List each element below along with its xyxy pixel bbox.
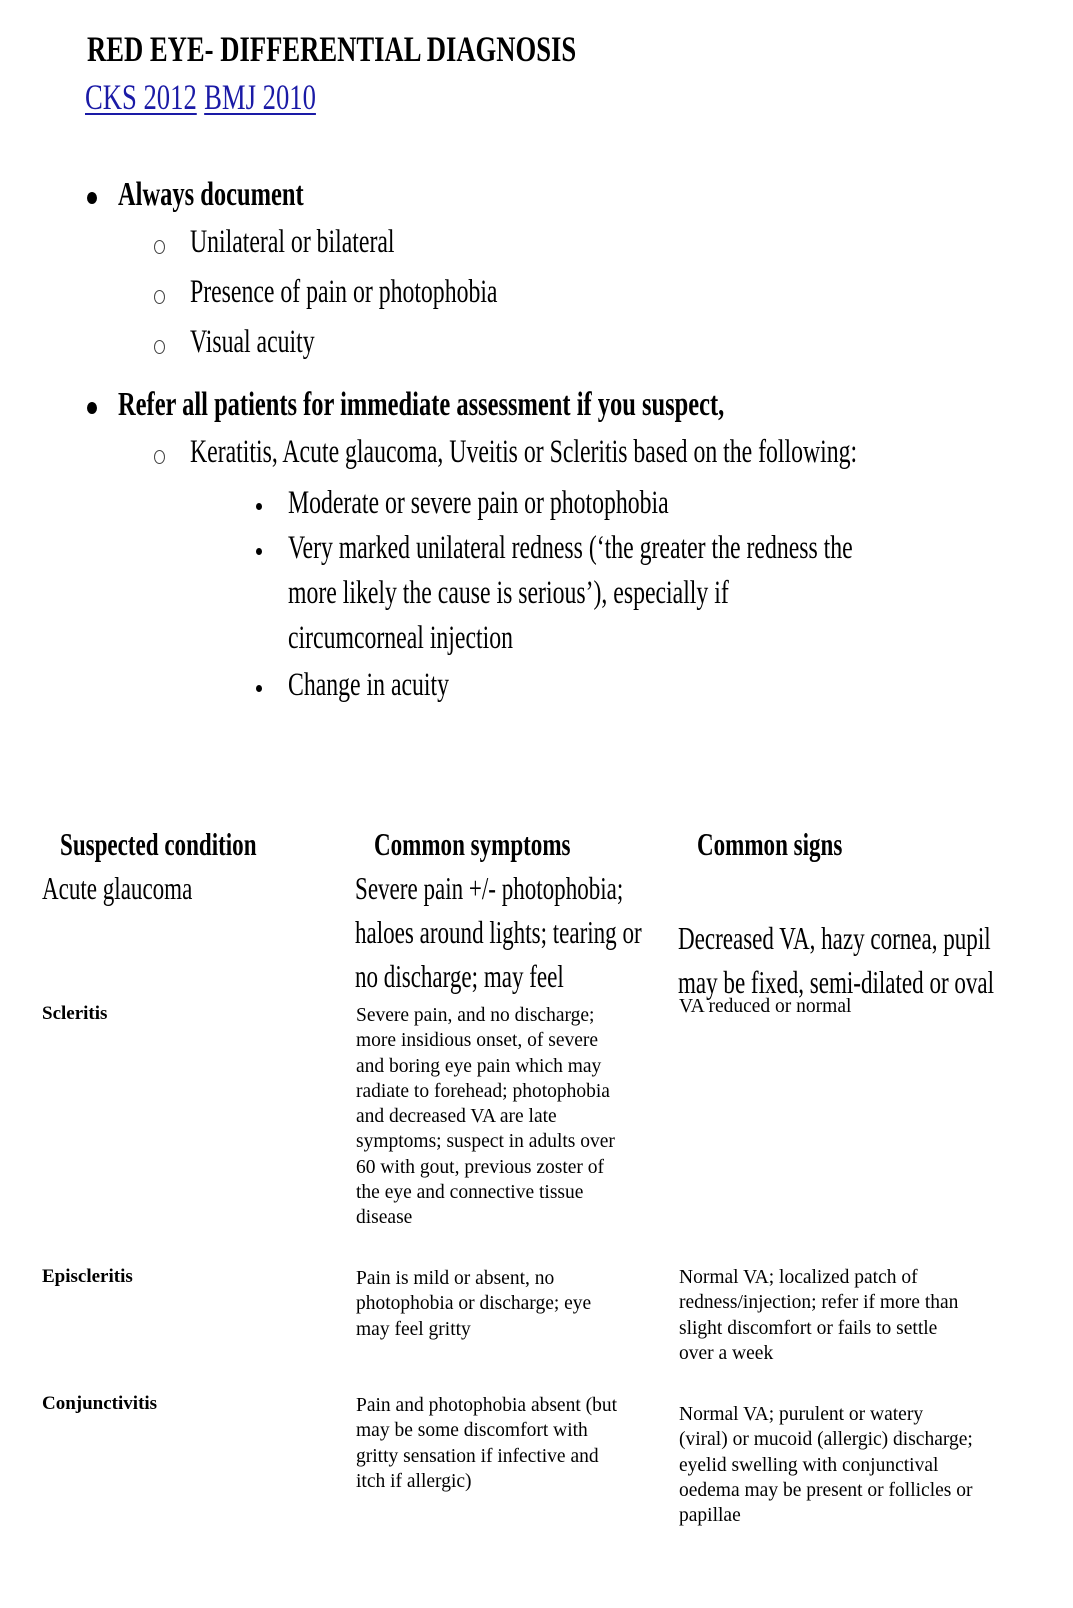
circle-bullet-icon xyxy=(154,290,165,304)
bullet-icon xyxy=(87,402,97,414)
page-title: RED EYE- DIFFERENTIAL DIAGNOSIS xyxy=(87,29,577,69)
criteria-item: Change in acuity xyxy=(288,667,449,703)
list-item: Unilateral or bilateral xyxy=(190,224,395,260)
reference-link-cks[interactable]: CKS 2012 xyxy=(85,77,197,117)
symptoms-cell: Pain and photophobia absent (but may be some discomfort with gritty sensation if infective and itch if allergic) xyxy=(356,1395,618,1492)
signs-cell: Normal VA; localized patch of redness/injection; refer if more than slight discomfort or fails to settle over a week xyxy=(679,1267,959,1364)
reference-link-bmj[interactable]: BMJ 2010 xyxy=(204,77,316,117)
list-item: Presence of pain or photophobia xyxy=(190,274,498,310)
criteria-item: Moderate or severe pain or photophobia xyxy=(288,485,669,521)
criteria-item-continued: circumcorneal injection xyxy=(288,620,513,656)
column-header-condition: Suspected condition xyxy=(60,826,257,862)
bullet-icon xyxy=(256,548,262,555)
bullet-icon xyxy=(256,685,262,692)
condition-cell: Conjunctivitis xyxy=(42,1393,158,1414)
circle-bullet-icon xyxy=(154,240,165,254)
signs-cell: VA reduced or normal xyxy=(679,996,852,1017)
signs-cell: Decreased VA, hazy cornea, pupil may be fixed, semi-dilated or oval xyxy=(678,920,995,1000)
condition-cell: Acute glaucoma xyxy=(42,870,193,906)
circle-bullet-icon xyxy=(154,340,165,354)
references xyxy=(85,76,397,118)
list-item: Keratitis, Acute glaucoma, Uveitis or Scleritis based on the following: xyxy=(190,434,858,470)
condition-cell: Scleritis xyxy=(42,1003,108,1024)
section-heading: Refer all patients for immediate assessment if you suspect, xyxy=(118,386,725,423)
criteria-item-continued: more likely the cause is serious’), especially if xyxy=(288,575,729,611)
bullet-icon xyxy=(87,192,97,204)
symptoms-cell: Pain is mild or absent, no photophobia or discharge; eye may feel gritty xyxy=(356,1268,592,1340)
column-header-signs: Common signs xyxy=(697,826,843,862)
list-item: Visual acuity xyxy=(190,324,315,360)
section-heading: Always document xyxy=(118,176,304,213)
circle-bullet-icon xyxy=(154,450,165,464)
criteria-item: Very marked unilateral redness (‘the greater the redness the xyxy=(288,530,853,566)
bullet-icon xyxy=(256,503,262,510)
symptoms-cell: Severe pain +/- photophobia; haloes around lights; tearing or no discharge; may feel xyxy=(355,870,642,994)
symptoms-cell: Severe pain, and no discharge; more insidious onset, of severe and boring eye pain which may radiate to forehead; photophobia and decreased VA are late symptoms; suspect in adults over 60 with gout, previous zoster of the eye and connective tissue disease xyxy=(356,1005,615,1229)
column-header-symptoms: Common symptoms xyxy=(374,826,571,862)
condition-cell: Episcleritis xyxy=(42,1266,133,1287)
signs-cell: Normal VA; purulent or watery (viral) or mucoid (allergic) discharge; eyelid swelling with conjunctival oedema may be present or follicles or papillae xyxy=(679,1404,973,1527)
